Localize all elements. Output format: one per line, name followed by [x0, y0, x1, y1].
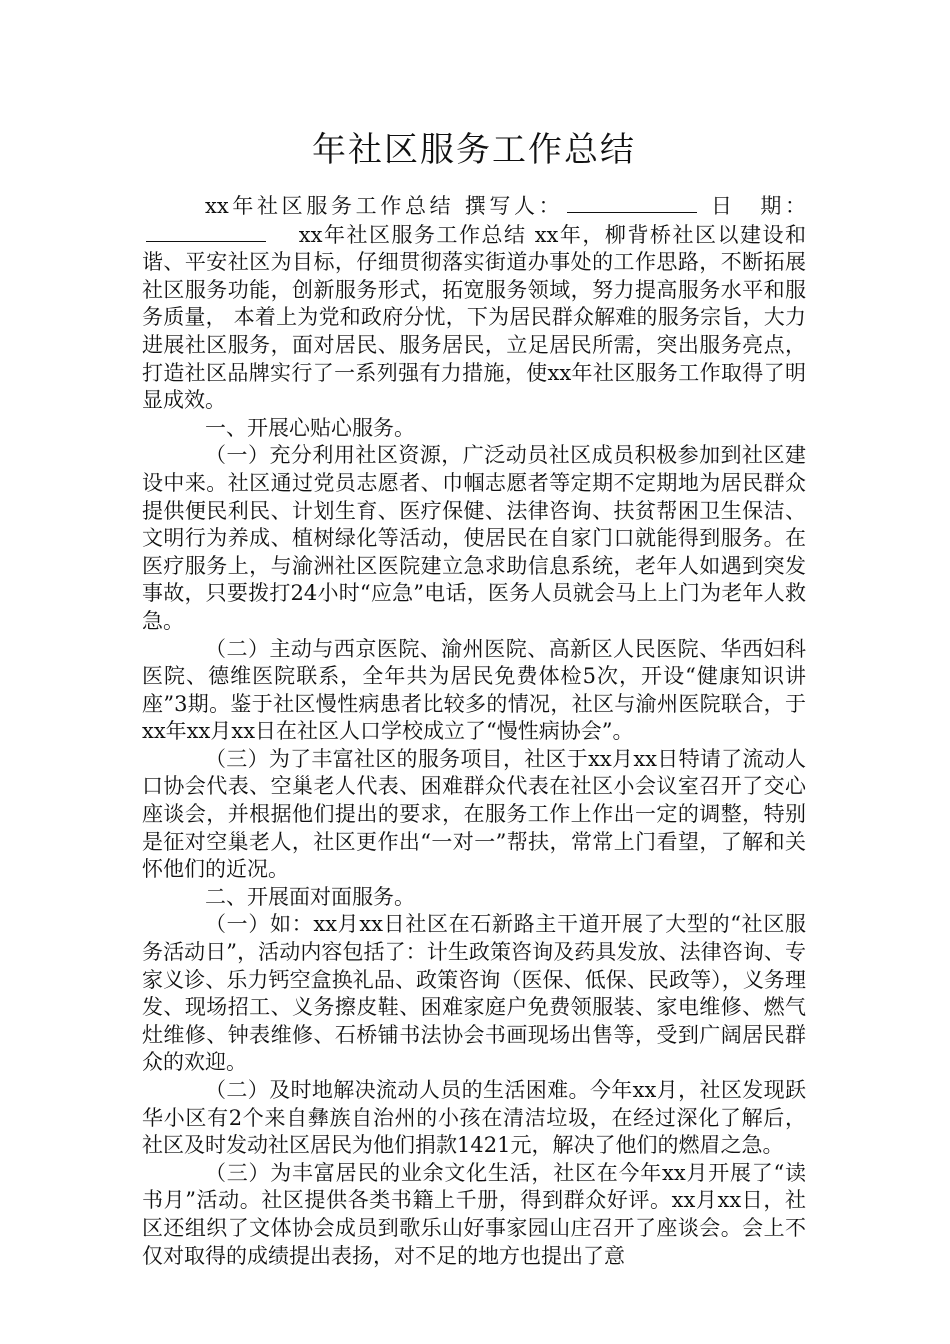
header-line: [142, 192, 806, 415]
date-label: 日 期：: [707, 194, 807, 218]
header-subject: xx年社区服务工作总结: [205, 194, 455, 218]
section-2-paragraph-3: （三）为丰富居民的业余文化生活，社区在今年xx月开展了“读书月”活动。社区提供各类书籍上千册，得到群众好评。xx月xx日，社区还组织了文体协会成员到歌乐山好事家园山庄召开了座谈会。会上不仅对取得的成绩提出表扬，对不足的地方也提出了意: [142, 1160, 806, 1268]
section-2-paragraph-1: （一）如：xx月xx日社区在石新路主干道开展了大型的“社区服务活动日”，活动内容包括了：计生政策咨询及药具发放、法律咨询、专家义诊、乐力钙空盒换礼品、政策咨询（医保、低保、民政等），义务理发、现场招工、义务擦皮鞋、困难家庭户免费领服装、家电维修、燃气灶维修、钟表维修、石桥铺书法协会书画现场出售等，受到广阔居民群众的欢迎。: [142, 912, 806, 1075]
document-page: [142, 120, 806, 1270]
section-1-paragraph-1: （一）充分利用社区资源，广泛动员社区成员积极参加到社区建设中来。社区通过党员志愿者、巾帼志愿者等定期不定期地为居民群众提供便民利民、计划生育、医疗保健、法律咨询、扶贫帮困卫生保洁、文明行为养成、植树绿化等活动，使居民在自家门口就能得到服务。在医疗服务上，与渝洲社区医院建立急求助信息系统，老年人如遇到突发事故，只要拨打24小时“应急”电话，医务人员就会马上上门为老年人救急。: [142, 443, 806, 633]
section-1-paragraph-2: （二）主动与西京医院、渝州医院、高新区人民医院、华西妇科医院、德维医院联系，全年共为居民免费体检5次，开设“健康知识讲座”3期。鉴于社区慢性病患者比较多的情况，社区与渝州医院联合，于xx年xx月xx日在社区人口学校成立了“慢性病协会”。: [142, 636, 806, 744]
author-label: 撰写人：: [464, 194, 564, 218]
section-heading-1: 一、开展心贴心服务。: [205, 415, 415, 440]
author-blank: [567, 192, 697, 213]
section-1-paragraph-3: （三）为了丰富社区的服务项目，社区于xx月xx日特请了流动人口协会代表、空巢老人代表、困难群众代表在社区小会议室召开了交心座谈会，并根据他们提出的要求，在服务工作上作出一定的调整，特别是征对空巢老人，社区更作出“一对一”帮扶，常常上门看望，了解和关怀他们的近况。: [142, 746, 806, 882]
section-2-paragraph-2: （二）及时地解决流动人员的生活困难。今年xx月，社区发现跃华小区有2个来自彝族自治州的小孩在清洁垃圾，在经过深化了解后，社区及时发动社区居民为他们捐款1421元，解决了他们的燃眉之急。: [142, 1078, 806, 1158]
date-blank: [146, 221, 266, 242]
document-title: 年社区服务工作总结: [312, 130, 636, 170]
section-heading-2: 二、开展面对面服务。: [205, 884, 415, 909]
lead-paragraph: xx年社区服务工作总结 xx年，柳背桥社区以建设和谐、平安社区为目标，仔细贯彻落实街道办事处的工作思路，不断拓展社区服务功能，创新服务形式，拓宽服务领域，努力提高服务水平和服务质量， 本着上为党和政府分忧，下为居民群众解难的服务宗旨，大力进展社区服务，面对居民、服务居民，立足居民所需，突出服务亮点，打造社区品牌实行了一系列强有力措施，使xx年社区服务工作取得了明显成效。: [142, 222, 807, 413]
